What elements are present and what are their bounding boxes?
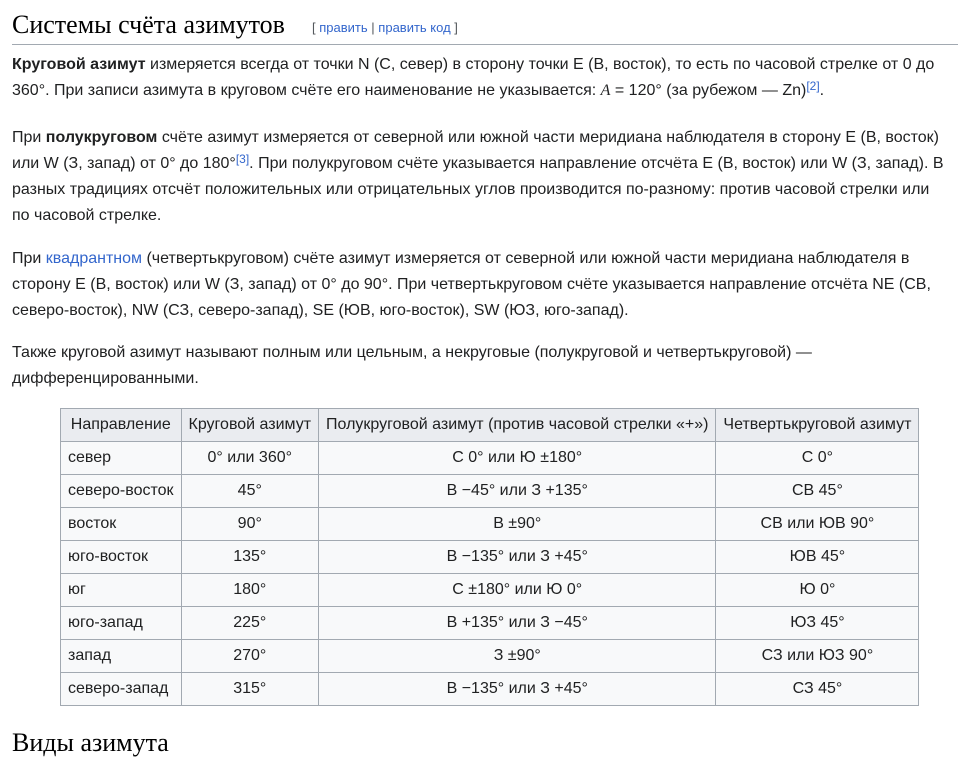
cell-semicircular: В −135° или З +45° [319,673,716,706]
p3-text-1: При [12,250,46,267]
reference-3-link[interactable]: [3] [235,152,250,166]
table-row [61,673,919,706]
table-header-row [61,409,919,442]
table-row [61,442,919,475]
cell-direction: юго-восток [61,541,182,574]
table-row [61,475,919,508]
cell-direction: юго-запад [61,607,182,640]
cell-semicircular: В ±90° [319,508,716,541]
edit-code-link[interactable]: править код [378,20,451,35]
azimuth-variable: A [600,82,611,99]
edit-bracket-open: [ [312,20,316,35]
cell-quadrant: СВ 45° [716,475,919,508]
reference-2-link[interactable]: [2] [806,79,820,93]
edit-bracket-close: ] [454,20,458,35]
azimuth-systems-table [60,408,919,706]
p2-text-2: счёте азимут измеряется от северной или южной части меридиана наблюдателя в сторону E (В, восток) или W (З, запад) от 0° до 180° [12,129,939,172]
cell-quadrant: СЗ или ЮЗ 90° [716,640,919,673]
edit-link[interactable]: править [319,20,368,35]
cell-direction: юг [61,574,182,607]
cell-circular: 45° [181,475,319,508]
p2-text-3: . При полукруговом счёте указывается направление отсчёта E (В, восток) или W (З, запад). В разных традициях отсчёт положительных или отрицательных углов производится по-разному: против часовой стрелки или по часовой стрелке. [12,155,944,224]
cell-semicircular: З ±90° [319,640,716,673]
next-section-title: Виды азимута [12,728,169,757]
table-row [61,541,919,574]
cell-circular: 180° [181,574,319,607]
table-row [61,607,919,640]
cell-quadrant: Ю 0° [716,574,919,607]
reference-2 [806,79,819,93]
cell-quadrant: ЮВ 45° [716,541,919,574]
cell-semicircular: В −135° или З +45° [319,541,716,574]
p1-text-2: = 120° (за рубежом — Zn) [610,82,807,99]
cell-semicircular: В −45° или З +135° [319,475,716,508]
cell-circular: 270° [181,640,319,673]
quadrant-link[interactable]: квадрантном [45,250,143,267]
cell-circular: 0° или 360° [181,442,319,475]
header-direction: Направление [61,409,182,442]
paragraph-semicircular-azimuth [12,125,947,229]
cell-direction: север [61,442,182,475]
cell-quadrant: СЗ 45° [716,673,919,706]
header-semicircular: Полукруговой азимут (против часовой стрелки «+») [319,409,716,442]
paragraph-quadrant-azimuth [12,246,947,324]
edit-separator: | [371,20,375,35]
header-circular: Круговой азимут [181,409,319,442]
table-row [61,640,919,673]
cell-quadrant: С 0° [716,442,919,475]
cell-circular: 135° [181,541,319,574]
section-title: Системы счёта азимутов [12,10,285,39]
cell-quadrant: СВ или ЮВ 90° [716,508,919,541]
paragraph-azimuth-naming: Также круговой азимут называют полным или цельным, а некруговые (полукруговой и четвертькруговой) — дифференцированными. [12,344,812,387]
paragraph-circular-azimuth [12,52,947,104]
cell-semicircular: В +135° или З −45° [319,607,716,640]
cell-circular: 315° [181,673,319,706]
cell-direction: северо-запад [61,673,182,706]
cell-direction: запад [61,640,182,673]
table-row [61,508,919,541]
table-row [61,574,919,607]
cell-circular: 225° [181,607,319,640]
cell-semicircular: С ±180° или Ю 0° [319,574,716,607]
cell-direction: северо-восток [61,475,182,508]
term-circular-azimuth: Круговой азимут [12,56,146,73]
section-heading [12,8,958,45]
p2-text-1: При [12,129,46,146]
term-semicircular: полукруговом [45,129,158,146]
reference-3 [236,152,249,166]
cell-semicircular: С 0° или Ю ±180° [319,442,716,475]
p3-text-2: (четвертькруговом) счёте азимут измеряется от северной или южной части меридиана наблюдателя в сторону E (В, восток) или W (З, запад) от 0° до 90°. При четвертькруговом счёте указывается направление отсчёта NE (СВ, северо-восток), NW (СЗ, северо-запад), SE (ЮВ, юго-восток), SW (ЮЗ, юго-запад). [12,250,931,319]
cell-circular: 90° [181,508,319,541]
cell-quadrant: ЮЗ 45° [716,607,919,640]
p1-text-1: измеряется всегда от точки N (С, север) в сторону точки E (В, восток), то есть по часовой стрелке от 0 до 360°. При записи азимута в круговом счёте его наименование не указывается: [12,56,935,99]
p1-text-3: . [819,82,825,99]
edit-section-links [312,20,458,35]
cell-direction: восток [61,508,182,541]
header-quadrant: Четвертькруговой азимут [716,409,919,442]
